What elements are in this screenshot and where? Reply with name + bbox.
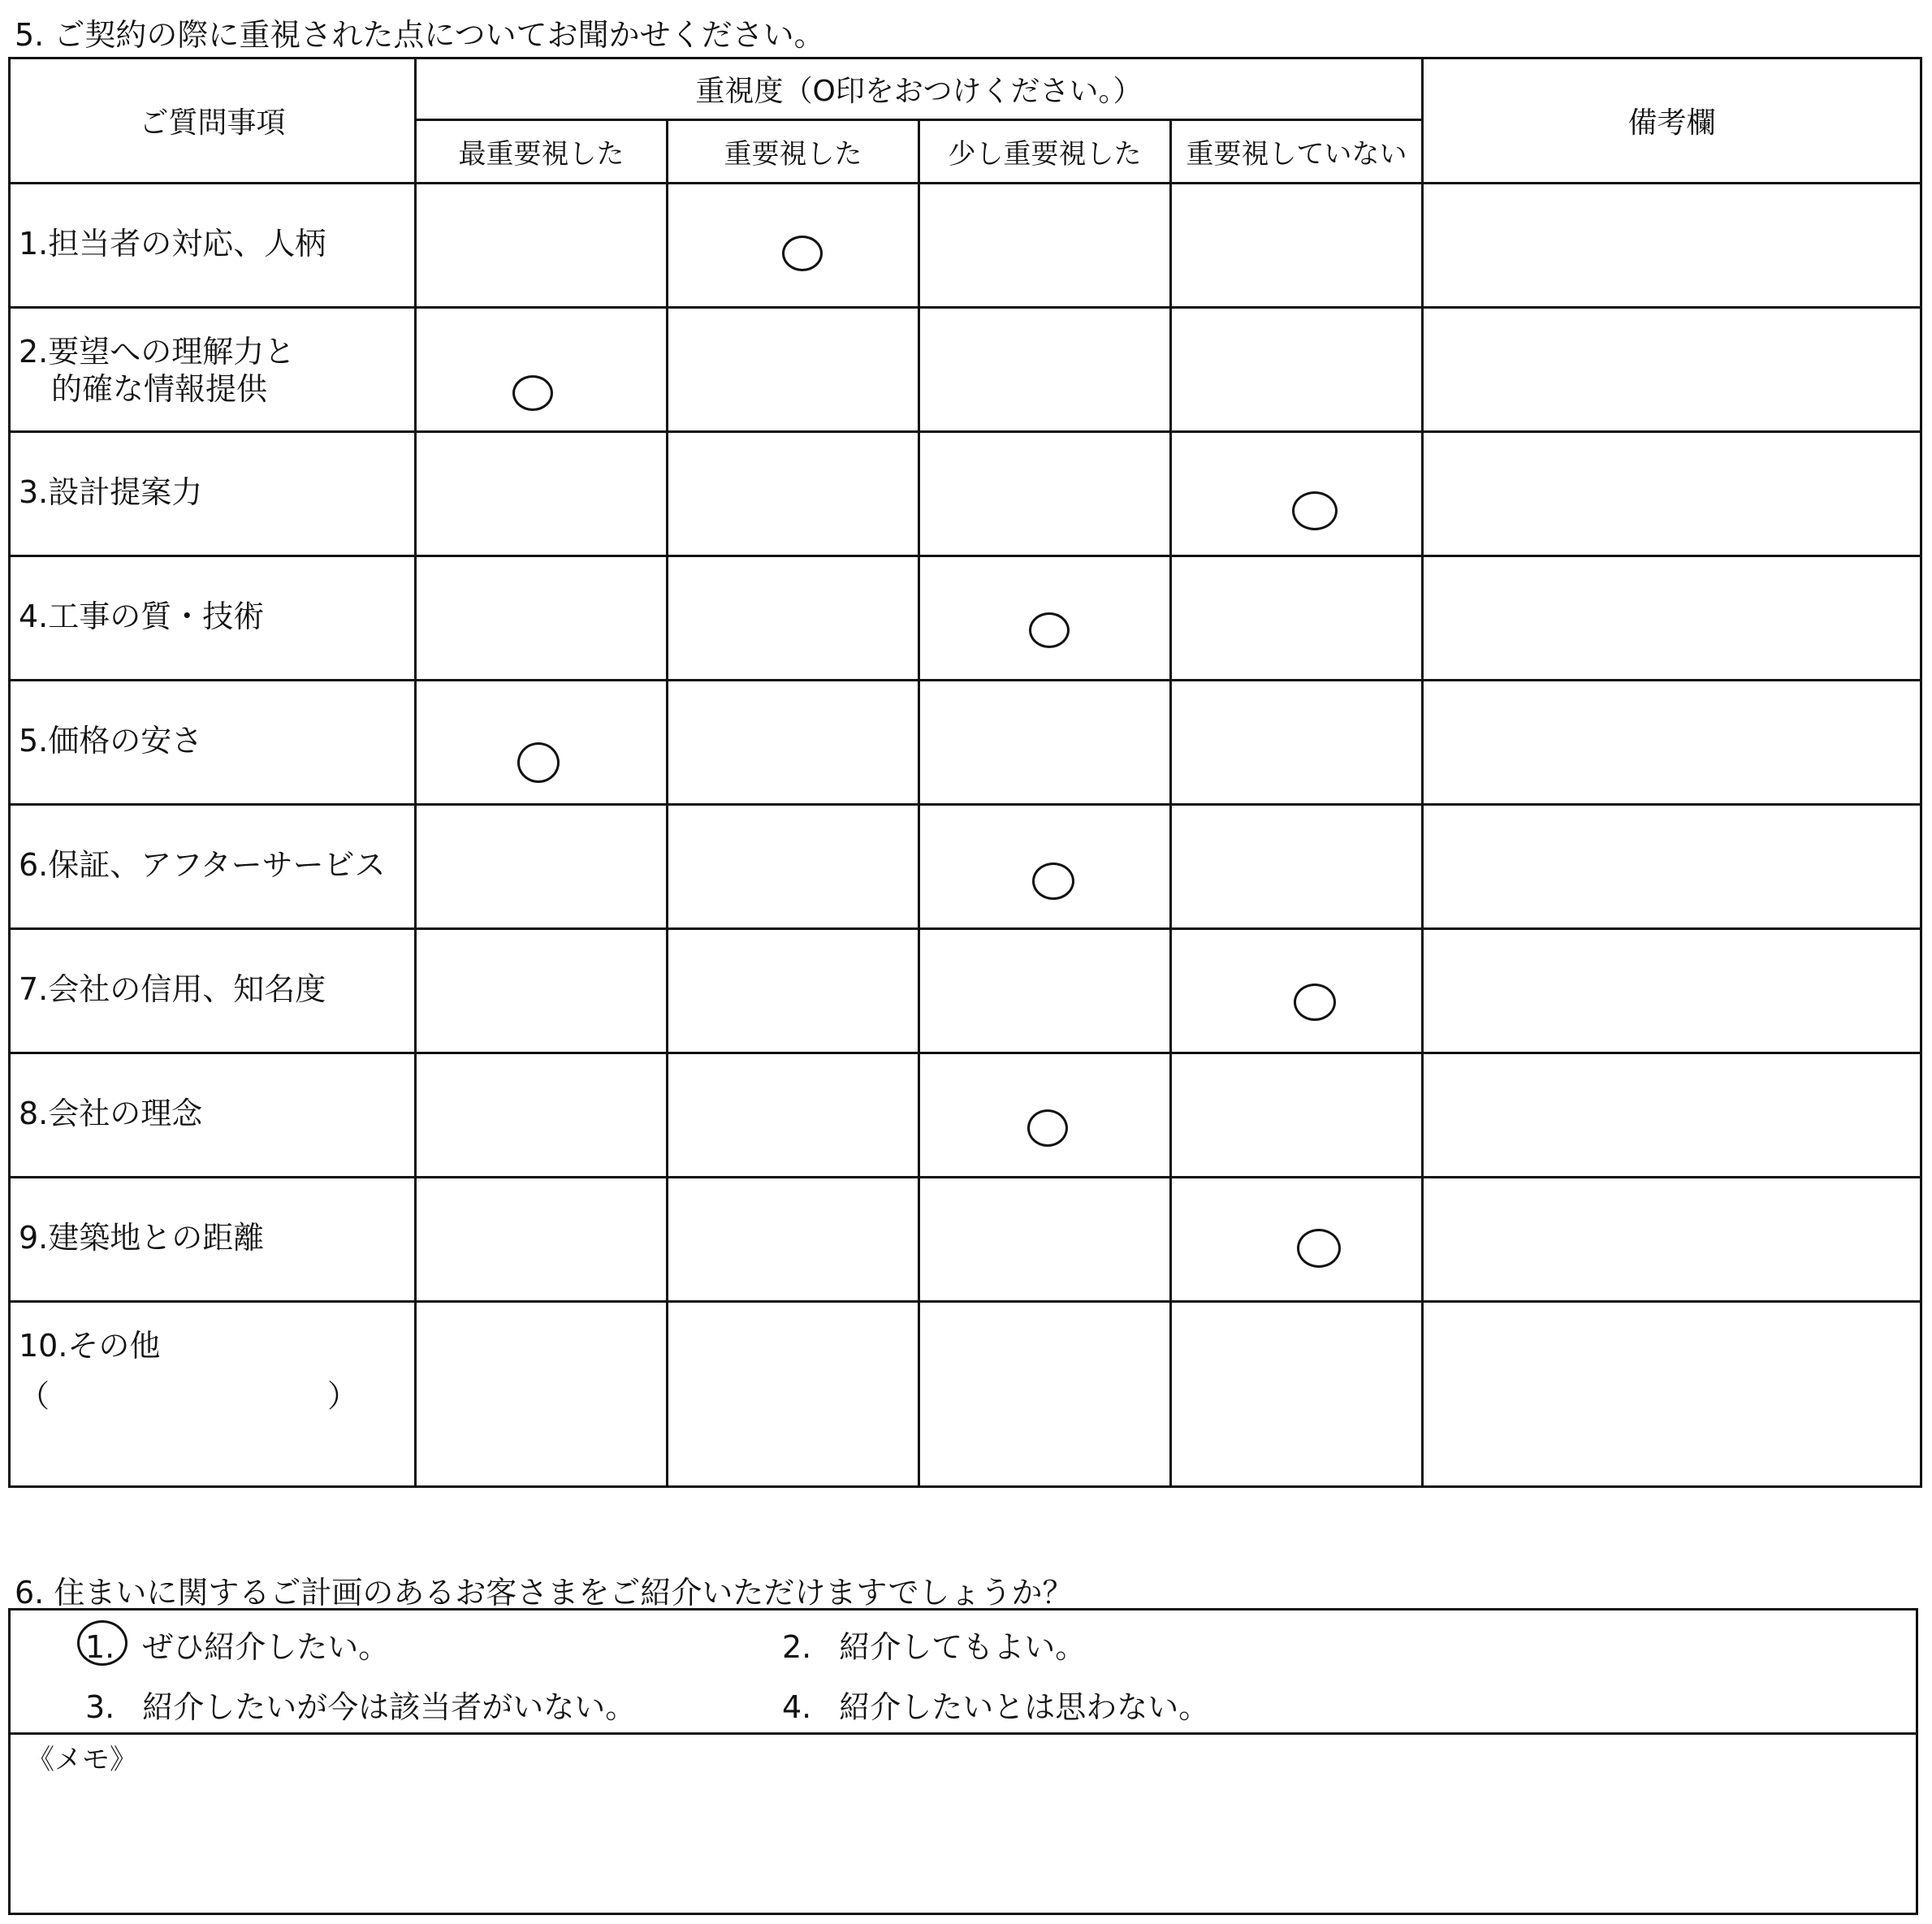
level-cell[interactable]: [668, 1302, 919, 1487]
option-3[interactable]: 3. 紹介したいが今は該当者がいない。: [85, 1689, 637, 1725]
circle-mark: [1294, 984, 1336, 1021]
level-cell[interactable]: [1171, 1302, 1423, 1487]
level-cell[interactable]: [416, 308, 668, 432]
circle-mark: [782, 236, 823, 271]
level-cell[interactable]: [1171, 805, 1423, 929]
level-cell[interactable]: [919, 929, 1171, 1053]
table-row: [10, 1053, 1921, 1178]
circle-mark: [1027, 1109, 1068, 1147]
level-cell[interactable]: [668, 681, 919, 805]
level-cell[interactable]: [1171, 308, 1423, 432]
question-label: 3.設計提案力: [10, 432, 416, 556]
remarks-cell[interactable]: [1423, 184, 1921, 308]
level-cell[interactable]: [416, 681, 668, 805]
level-cell[interactable]: [919, 681, 1171, 805]
level-cell[interactable]: [919, 556, 1171, 681]
table-row: [10, 184, 1921, 308]
header-level-4: 重要視していない: [1171, 120, 1423, 184]
remarks-cell[interactable]: [1423, 1053, 1921, 1178]
referral-box: [8, 1608, 1918, 1915]
table-row: [10, 805, 1921, 929]
level-cell[interactable]: [1171, 681, 1423, 805]
table-row: [10, 556, 1921, 681]
level-cell[interactable]: [416, 432, 668, 556]
level-cell[interactable]: [1171, 1053, 1423, 1178]
level-cell[interactable]: [416, 1178, 668, 1302]
question-label: 6.保証、アフターサービス: [10, 805, 416, 929]
option-2[interactable]: 2. 紹介してもよい。: [782, 1629, 1087, 1665]
question-label: 5.価格の安さ: [10, 681, 416, 805]
section6-title: 6. 住まいに関するご計画のあるお客さまをご紹介いただけますでしょうか？: [15, 1575, 1074, 1611]
level-cell[interactable]: [1171, 432, 1423, 556]
level-cell[interactable]: [1171, 1178, 1423, 1302]
circle-mark: [1032, 863, 1074, 900]
level-cell[interactable]: [416, 184, 668, 308]
level-cell[interactable]: [919, 805, 1171, 929]
table-row: [10, 681, 1921, 805]
remarks-cell[interactable]: [1423, 308, 1921, 432]
header-level-3: 少し重要視した: [919, 120, 1171, 184]
table-row: [10, 1302, 1921, 1487]
level-cell[interactable]: [416, 1302, 668, 1487]
question-label: 2.要望への理解力と 的確な情報提供: [10, 308, 416, 432]
header-remarks: 備考欄: [1423, 58, 1921, 184]
divider: [11, 1732, 1916, 1735]
table-row: [10, 929, 1921, 1053]
circle-mark: [1029, 612, 1070, 648]
memo-area[interactable]: [11, 1737, 1916, 1913]
level-cell[interactable]: [668, 556, 919, 681]
level-cell[interactable]: [416, 1053, 668, 1178]
table-row: [10, 432, 1921, 556]
memo-label: 《メモ》: [27, 1744, 137, 1776]
level-cell[interactable]: [919, 184, 1171, 308]
level-cell[interactable]: [668, 1053, 919, 1178]
level-cell[interactable]: [668, 308, 919, 432]
level-cell[interactable]: [919, 432, 1171, 556]
level-cell[interactable]: [919, 1302, 1171, 1487]
option-4[interactable]: 4. 紹介したいとは思わない。: [782, 1689, 1210, 1725]
level-cell[interactable]: [1171, 929, 1423, 1053]
level-cell[interactable]: [919, 1053, 1171, 1178]
remarks-cell[interactable]: [1423, 681, 1921, 805]
level-cell[interactable]: [416, 556, 668, 681]
remarks-cell[interactable]: [1423, 556, 1921, 681]
level-cell[interactable]: [416, 805, 668, 929]
level-cell[interactable]: [919, 308, 1171, 432]
header-level-2: 重要視した: [668, 120, 919, 184]
header-question: ご質問事項: [10, 58, 416, 184]
table-row: [10, 1178, 1921, 1302]
level-cell[interactable]: [668, 432, 919, 556]
level-cell[interactable]: [1171, 184, 1423, 308]
remarks-cell[interactable]: [1423, 1302, 1921, 1487]
level-cell[interactable]: [668, 1178, 919, 1302]
header-level-1: 最重要視した: [416, 120, 668, 184]
circle-mark: [512, 375, 553, 411]
question-label: 1.担当者の対応、人柄: [10, 184, 416, 308]
question-label: 10.その他 （ ）: [10, 1302, 416, 1487]
circle-mark: [1297, 1229, 1341, 1268]
circle-mark: [517, 742, 560, 783]
remarks-cell[interactable]: [1423, 1178, 1921, 1302]
remarks-cell[interactable]: [1423, 432, 1921, 556]
question-label: 4.工事の質・技術: [10, 556, 416, 681]
circle-mark: [1292, 491, 1338, 530]
other-input[interactable]: （ ）: [19, 1378, 359, 1414]
remarks-cell[interactable]: [1423, 929, 1921, 1053]
header-importance: 重視度（O印をおつけください。）: [416, 58, 1423, 120]
level-cell[interactable]: [1171, 556, 1423, 681]
table-row: [10, 308, 1921, 432]
level-cell[interactable]: [668, 805, 919, 929]
section5-title: 5. ご契約の際に重視された点についてお聞かせください。: [15, 17, 825, 53]
level-cell[interactable]: [919, 1178, 1171, 1302]
question-label: 8.会社の理念: [10, 1053, 416, 1178]
option-1[interactable]: 1. ぜひ紹介したい。: [85, 1629, 390, 1665]
importance-table: [8, 57, 1922, 1488]
question-label: 7.会社の信用、知名度: [10, 929, 416, 1053]
level-cell[interactable]: [416, 929, 668, 1053]
remarks-cell[interactable]: [1423, 805, 1921, 929]
level-cell[interactable]: [668, 929, 919, 1053]
level-cell[interactable]: [668, 184, 919, 308]
question-label: 9.建築地との距離: [10, 1178, 416, 1302]
